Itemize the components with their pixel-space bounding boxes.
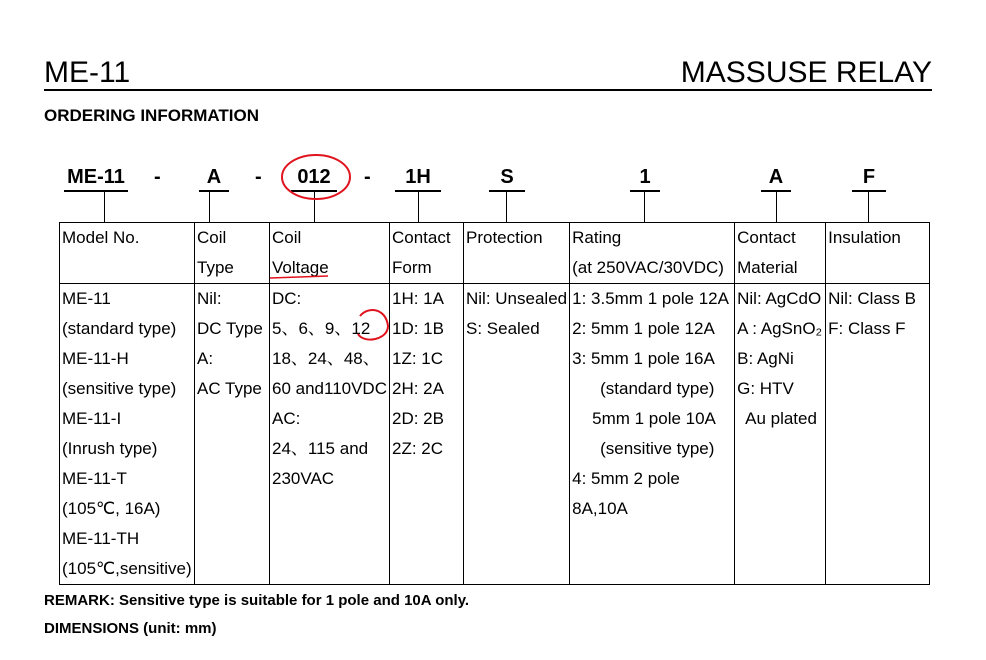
header-protection: Protection: [464, 223, 570, 284]
code-model: ME-11: [64, 164, 128, 192]
code-material: A: [761, 164, 791, 192]
connector-line: [418, 191, 419, 222]
coil-type-options: Nil: DC Type A: AC Type: [195, 284, 270, 585]
code-separator: -: [154, 166, 161, 188]
title-rule: [44, 89, 932, 91]
code-separator: -: [255, 166, 262, 188]
connector-line: [209, 191, 210, 222]
rating-options: 1: 3.5mm 1 pole 12A 2: 5mm 1 pole 12A 3: 5mm 1 pole 16A (standard type) 5mm 1 pole 10A (sensitive type) 4: 5mm 2 pole 8A,10A: [570, 284, 735, 585]
connector-line: [776, 191, 777, 222]
connector-line: [506, 191, 507, 222]
connector-line: [104, 191, 105, 222]
section-title: ORDERING INFORMATION: [44, 106, 260, 125]
code-rating: 1: [630, 164, 660, 192]
voltage-options: DC: 5、6、9、12 18、24、48、 60 and110VDC AC: 24、115 and 230VAC: [270, 284, 390, 585]
code-insulation: F: [852, 164, 886, 192]
header-model: Model No.: [60, 223, 195, 284]
dimensions-heading: DIMENSIONS (unit: mm): [44, 620, 217, 637]
insulation-options: Nil: Class B F: Class F: [826, 284, 930, 585]
code-protection: S: [489, 164, 525, 192]
model-options: ME-11 (standard type) ME-11-H (sensitive type) ME-11-I (Inrush type) ME-11-T (105℃, 16A) ME-11-TH (105℃,sensitive): [60, 284, 195, 585]
code-voltage: 012: [291, 164, 337, 192]
code-contact-form: 1H: [395, 164, 441, 192]
header-coil-type: Coil Type: [195, 223, 270, 284]
header-rating: Rating (at 250VAC/30VDC): [570, 223, 735, 284]
contact-form-options: 1H: 1A 1D: 1B 1Z: 1C 2H: 2A 2D: 2B 2Z: 2C: [390, 284, 464, 585]
header-contact-form: Contact Form: [390, 223, 464, 284]
connector-line: [868, 191, 869, 222]
connector-line: [314, 191, 315, 222]
header-contact-material: Contact Material: [735, 223, 826, 284]
material-options: Nil: AgCdO A : AgSnO₂ B: AgNi G: HTV Au plated: [735, 284, 826, 585]
remark-text: REMARK: Sensitive type is suitable for 1 pole and 10A only.: [44, 592, 470, 609]
code-separator: -: [364, 166, 371, 188]
header-insulation: Insulation: [826, 223, 930, 284]
connector-line: [644, 191, 645, 222]
product-title: MASSUSE RELAY: [680, 56, 932, 89]
model-title: ME-11: [44, 56, 131, 89]
protection-options: Nil: Unsealed S: Sealed: [464, 284, 570, 585]
header-coil-voltage: Coil Voltage: [270, 223, 390, 284]
ordering-table: [59, 222, 930, 585]
code-coil-type: A: [199, 164, 229, 192]
